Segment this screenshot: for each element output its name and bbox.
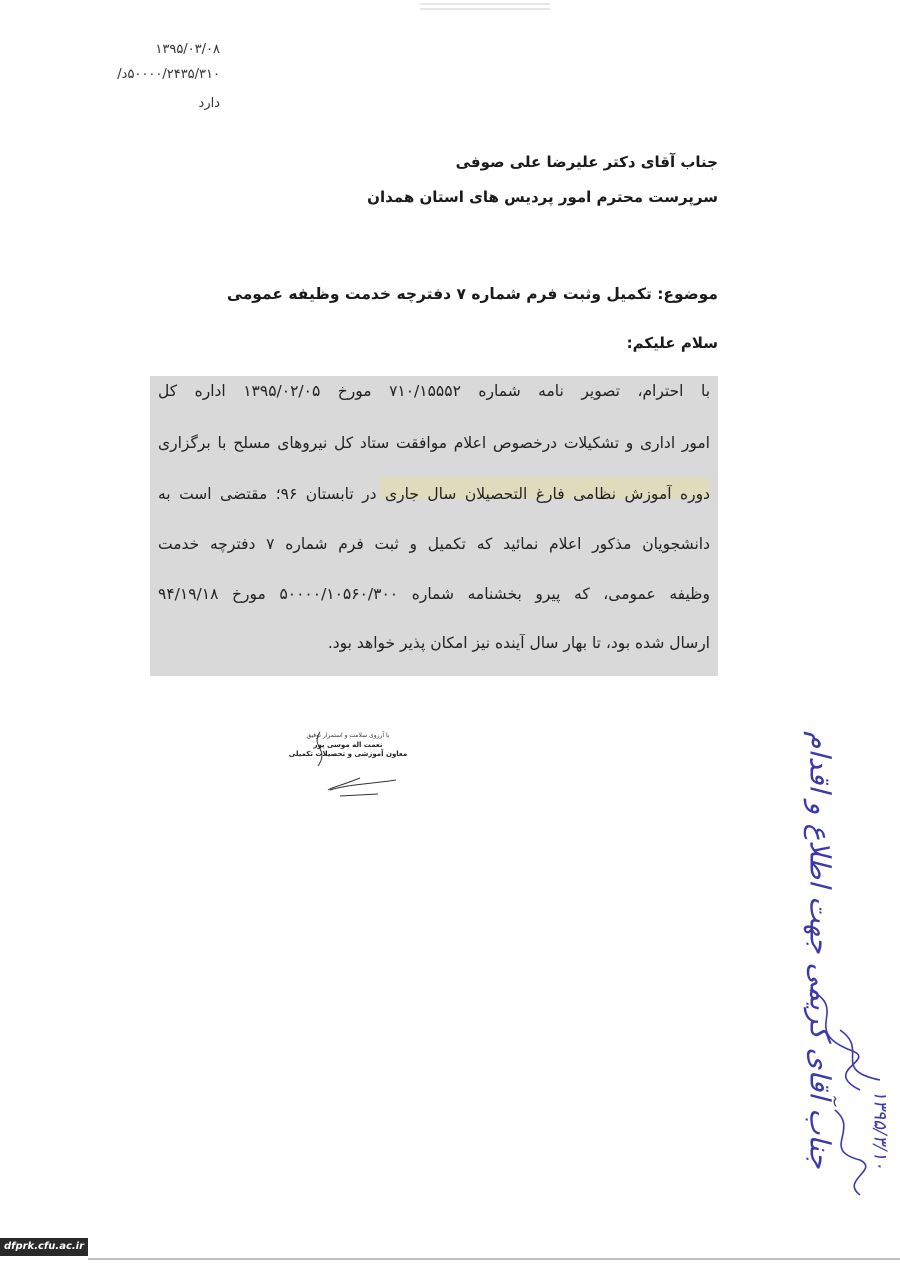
recipient-title: سرپرست محترم امور پردیس های استان همدان [367, 188, 718, 206]
recipient-name: جناب آقای دکتر علیرضا علی صوفی [455, 153, 718, 171]
footer-divider [88, 1258, 900, 1260]
stamp-line-1: با آرزوی سلامت و استمرار توفیق [306, 732, 390, 739]
body-line-4: دانشجویان مذکور اعلام نمائید که تکمیل و ثبت فرم شماره ۷ دفترچه خدمت [158, 535, 711, 553]
body-line-6: ارسال شده بود، تا بهار سال آینده نیز امکان پذیر خواهد بود. [327, 634, 710, 652]
body-line-2: امور اداری و تشکیلات درخصوص اعلام موافقت ستاد کل نیروهای مسلح با برگزاری [158, 434, 710, 452]
stamp-title: معاون آموزشی و تحصیلات تکمیلی [288, 750, 408, 758]
footer-site-badge[interactable]: dfprk.cfu.ac.ir [0, 1238, 88, 1256]
body-background [150, 376, 718, 676]
signature-scribble [300, 718, 420, 798]
body-line-1: با احترام، تصویر نامه شماره ۷۱۰/۱۵۵۵۲ مورخ ۱۳۹۵/۰۲/۰۵ اداره کل [158, 382, 711, 400]
letter-attachment: دارد [198, 96, 220, 111]
salutation: سلام علیکم: [626, 334, 718, 352]
body-line-5: وظیفه عمومی، که پیرو بخشنامه شماره ۵۰۰۰۰/۱۰۵۶۰/۳۰۰ مورخ ۹۴/۱۹/۱۸ [158, 585, 711, 603]
handwritten-referral [740, 690, 900, 1210]
letter-subject: موضوع: تکمیل وثبت فرم شماره ۷ دفترچه خدمت وظیفه عمومی [227, 285, 718, 303]
body-line-3: دوره آموزش نظامی فارغ التحصیلان سال جاری در تابستان ۹۶؛ مقتضی است به [158, 485, 711, 503]
letter-date: ۱۳۹۵/۰۳/۰۸ [155, 42, 220, 57]
letter-number: ۵۰۰۰۰/۲۴۳۵/۳۱۰د/ [117, 67, 220, 82]
stamp-name: نعمت اله موسی پور [313, 741, 383, 749]
top-faint-marks [420, 0, 550, 8]
signature-stamp [268, 732, 428, 758]
handwritten-date: ۱۳۹۵/۳/۱۰ [869, 1090, 891, 1170]
handwritten-text: جناب آقای کریمی جهت اطلاع و اقدام [803, 731, 837, 1169]
